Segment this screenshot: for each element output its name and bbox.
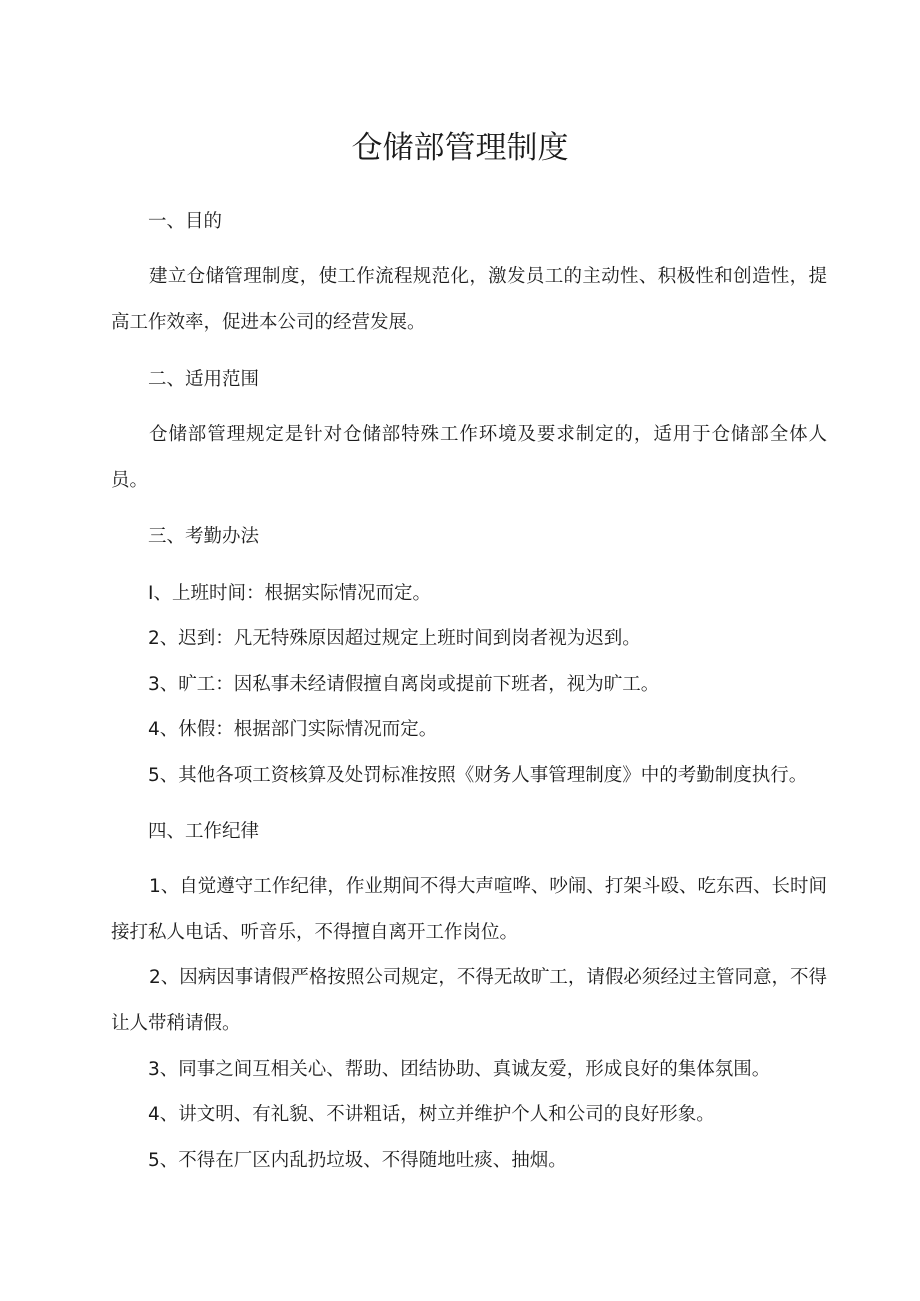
list-item: 3、同事之间互相关心、帮助、团结协助、真诚友爱，形成良好的集体氛围。 bbox=[148, 1059, 771, 1080]
list-item: 5、其他各项工资核算及处罚标准按照《财务人事管理制度》中的考勤制度执行。 bbox=[148, 765, 808, 786]
list-item: 4、休假：根据部门实际情况而定。 bbox=[148, 719, 438, 740]
list-item: 1、自觉遵守工作纪律，作业期间不得大声喧哗、吵闹、打架斗殴、吃东西、长时间接打私人电话、听音乐，不得擅自离开工作岗位。 bbox=[111, 876, 827, 943]
list-item: 3、旷工：因私事未经请假擅自离岗或提前下班者，视为旷工。 bbox=[148, 674, 660, 695]
list-item: 2、因病因事请假严格按照公司规定，不得无故旷工，请假必须经过主管同意，不得让人带稍请假。 bbox=[111, 967, 827, 1034]
section-body-scope: 仓储部管理规定是针对仓储部特殊工作环境及要求制定的，适用于仓储部全体人员。 bbox=[111, 424, 827, 491]
list-item: 2、迟到：凡无特殊原因超过规定上班时间到岗者视为迟到。 bbox=[148, 628, 641, 649]
list-item: 5、不得在厂区内乱扔垃圾、不得随地吐痰、抽烟。 bbox=[148, 1150, 567, 1171]
section-heading-scope: 二、适用范围 bbox=[148, 369, 260, 390]
section-heading-purpose: 一、目的 bbox=[148, 211, 223, 232]
list-item: I、上班时间：根据实际情况而定。 bbox=[148, 583, 431, 604]
section-heading-attendance: 三、考勤办法 bbox=[148, 526, 260, 547]
list-item: 4、讲文明、有礼貌、不讲粗话，树立并维护个人和公司的良好形象。 bbox=[148, 1104, 715, 1125]
section-body-purpose: 建立仓储管理制度，使工作流程规范化，激发员工的主动性、积极性和创造性，提高工作效率，促进本公司的经营发展。 bbox=[111, 266, 827, 333]
document-title: 仓储部管理制度 bbox=[351, 130, 569, 166]
section-heading-discipline: 四、工作纪律 bbox=[148, 821, 260, 842]
